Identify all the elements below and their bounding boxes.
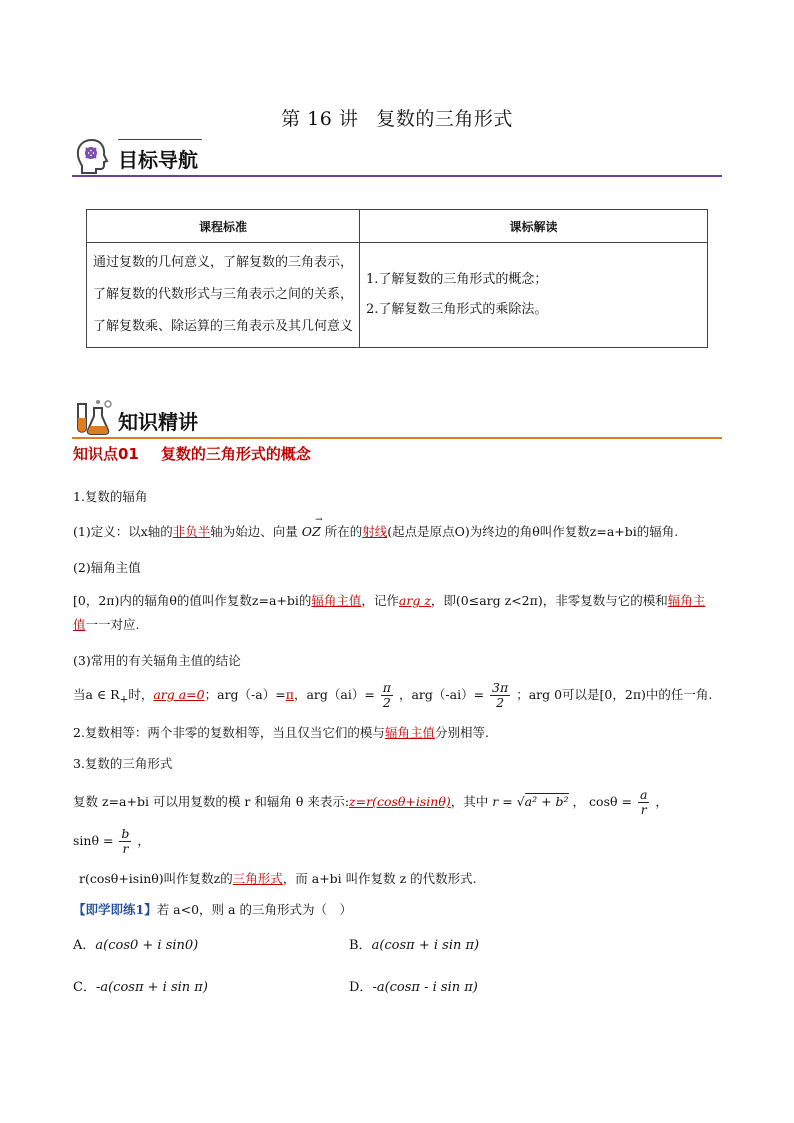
text-run: ；arg（-a）=	[204, 687, 286, 702]
text-run: 轴为始边、向量	[210, 524, 298, 539]
text-run: ，即(0≤arg z<2π)，非零复数与它的模和	[430, 593, 668, 608]
sqrt-radicand: a² + b²	[524, 794, 569, 809]
option-b[interactable]	[349, 934, 479, 953]
math-r: r =	[492, 794, 513, 809]
text-run: 当a ∈ R	[73, 687, 120, 702]
highlight-term: arg a=0	[153, 687, 205, 702]
standards-table	[86, 209, 708, 348]
text-run: ，	[655, 794, 668, 809]
highlight-term: z=r(cosθ+isinθ)	[349, 794, 451, 809]
reading-item: 2.了解复数三角形式的乘除法。	[366, 302, 548, 317]
vector-label: OZ	[301, 524, 321, 539]
heading-principal-value: (2)辐角主值	[73, 560, 141, 575]
fraction-denominator: r	[122, 841, 129, 856]
table-header: 课标解读	[360, 210, 708, 243]
text-run: 所在的	[324, 524, 363, 539]
vector-oz	[301, 515, 323, 539]
page-title	[0, 104, 794, 131]
option-text: a(cos0 + i sin0)	[95, 938, 199, 953]
exercise-question	[73, 900, 352, 918]
option-c[interactable]	[73, 976, 208, 995]
text-run: ；arg 0可以是[0，2π)中的任一角.	[516, 687, 713, 702]
trig-form-line	[73, 785, 668, 819]
subscript: +	[119, 693, 129, 706]
section-goals-underline	[72, 175, 722, 177]
vector-arrow-icon: →	[315, 515, 323, 525]
lab-flask-icon	[72, 398, 114, 436]
fraction-b-over-r	[119, 827, 131, 856]
definition-paragraph	[73, 515, 679, 540]
fraction-numerator: 3π	[492, 680, 509, 695]
section-goals-header	[72, 132, 722, 180]
text-run: ，而 a+bi 叫作复数 z 的代数形式.	[282, 871, 477, 886]
heading-argument: 1.复数的辐角	[73, 489, 148, 504]
option-key: A．	[73, 938, 96, 953]
exercise-tag: 【即学即练1】	[73, 902, 157, 917]
sin-line	[73, 824, 150, 858]
option-text: -a(cosπ - i sin π)	[372, 980, 478, 995]
option-key: B．	[349, 938, 372, 953]
brain-head-icon	[72, 136, 112, 176]
conclusions-line	[73, 676, 712, 719]
option-text: a(cosπ + i sin π)	[371, 938, 480, 953]
text-line	[73, 613, 705, 637]
fraction-numerator: a	[639, 787, 648, 802]
highlight-term: 辐角主值	[311, 593, 362, 608]
highlight-term: π	[285, 687, 294, 702]
standard-cell: 通过复数的几何意义，了解复数的三角表示，了解复数的代数形式与三角表示之间的关系，了解复数乘、除运算的三角表示及其几何意义	[87, 243, 360, 348]
highlight-term: 辐角主	[667, 593, 706, 608]
table-row	[87, 243, 708, 348]
fraction-3pi-over-2	[490, 681, 510, 710]
lecture-topic: 复数的三角形式	[376, 108, 513, 130]
fraction-numerator: b	[121, 826, 130, 841]
fraction-denominator: 2	[382, 695, 391, 710]
lecture-number: 第 16 讲	[281, 108, 359, 130]
text-run: ，	[572, 794, 586, 809]
text-run: ，其中	[450, 794, 489, 809]
option-key: C．	[73, 980, 96, 995]
text-run: (1)定义：以x轴的	[73, 524, 173, 539]
text-run: ，	[137, 833, 150, 848]
reading-item: 1.了解复数的三角形式的概念；	[366, 272, 548, 287]
fraction-numerator: π	[382, 680, 391, 695]
section-knowledge-underline	[72, 437, 722, 439]
text-run: 一一对应.	[85, 617, 140, 632]
option-d[interactable]	[349, 976, 478, 995]
math-cos: cosθ =	[589, 794, 632, 809]
sqrt-expression	[517, 785, 569, 819]
text-run: r(cosθ+isinθ)叫作复数z的	[79, 871, 233, 886]
highlight-term: 三角形式	[232, 871, 283, 886]
highlight-term: arg z	[398, 593, 431, 608]
highlight-term: 辐角主值	[384, 725, 435, 740]
option-text: -a(cosπ + i sin π)	[95, 980, 208, 995]
section-goals-title: 目标导航	[118, 148, 198, 172]
text-run: 2.复数相等：两个非零的复数相等，当且仅当它们的模与	[73, 725, 385, 740]
section-goals-top-rule	[118, 139, 202, 140]
knowledge-point-title	[73, 443, 311, 464]
highlight-term: 射线	[362, 524, 388, 539]
highlight-term: 非负半	[172, 524, 211, 539]
text-run: (起点是原点O)为终边的角θ叫作复数z=a+bi的辐角.	[387, 524, 679, 539]
equality-paragraph	[73, 723, 489, 741]
trig-form-definition	[79, 869, 477, 887]
highlight-term: 值	[73, 617, 86, 632]
fraction-denominator: 2	[496, 695, 505, 710]
text-line	[73, 589, 705, 613]
exercise-text: 若 a<0，则 a 的三角形式为（ ）	[156, 902, 352, 917]
text-run: 复数 z=a+bi 可以用复数的模 r 和辐角 θ 来表示:	[73, 794, 350, 809]
section-knowledge-header	[72, 396, 722, 440]
text-run: 时，	[128, 687, 154, 702]
heading-conclusions: (3)常用的有关辐角主值的结论	[73, 653, 241, 668]
math-sin: sinθ =	[73, 833, 114, 848]
principal-value-paragraph	[73, 589, 705, 637]
section-knowledge-title: 知识精讲	[118, 410, 198, 434]
option-key: D．	[349, 980, 373, 995]
fraction-pi-over-2	[381, 681, 393, 710]
fraction-a-over-r	[638, 788, 649, 817]
option-a[interactable]	[73, 934, 198, 953]
text-run: ，arg（ai）=	[293, 687, 375, 702]
text-run: ，arg（-ai）=	[398, 687, 485, 702]
text-run: ，记作	[361, 593, 399, 608]
knowledge-point-name: 复数的三角形式的概念	[160, 445, 311, 463]
fraction-denominator: r	[640, 802, 647, 817]
sqrt-icon: √	[516, 794, 525, 809]
heading-trig-form: 3.复数的三角形式	[73, 756, 173, 771]
table-header: 课程标准	[87, 210, 360, 243]
text-run: 分别相等.	[434, 725, 489, 740]
knowledge-point-number: 知识点01	[73, 445, 139, 463]
text-run: [0，2π)内的辐角θ的值叫作复数z=a+bi的	[73, 593, 312, 608]
table-header-row	[87, 210, 708, 243]
reading-cell	[360, 243, 708, 348]
